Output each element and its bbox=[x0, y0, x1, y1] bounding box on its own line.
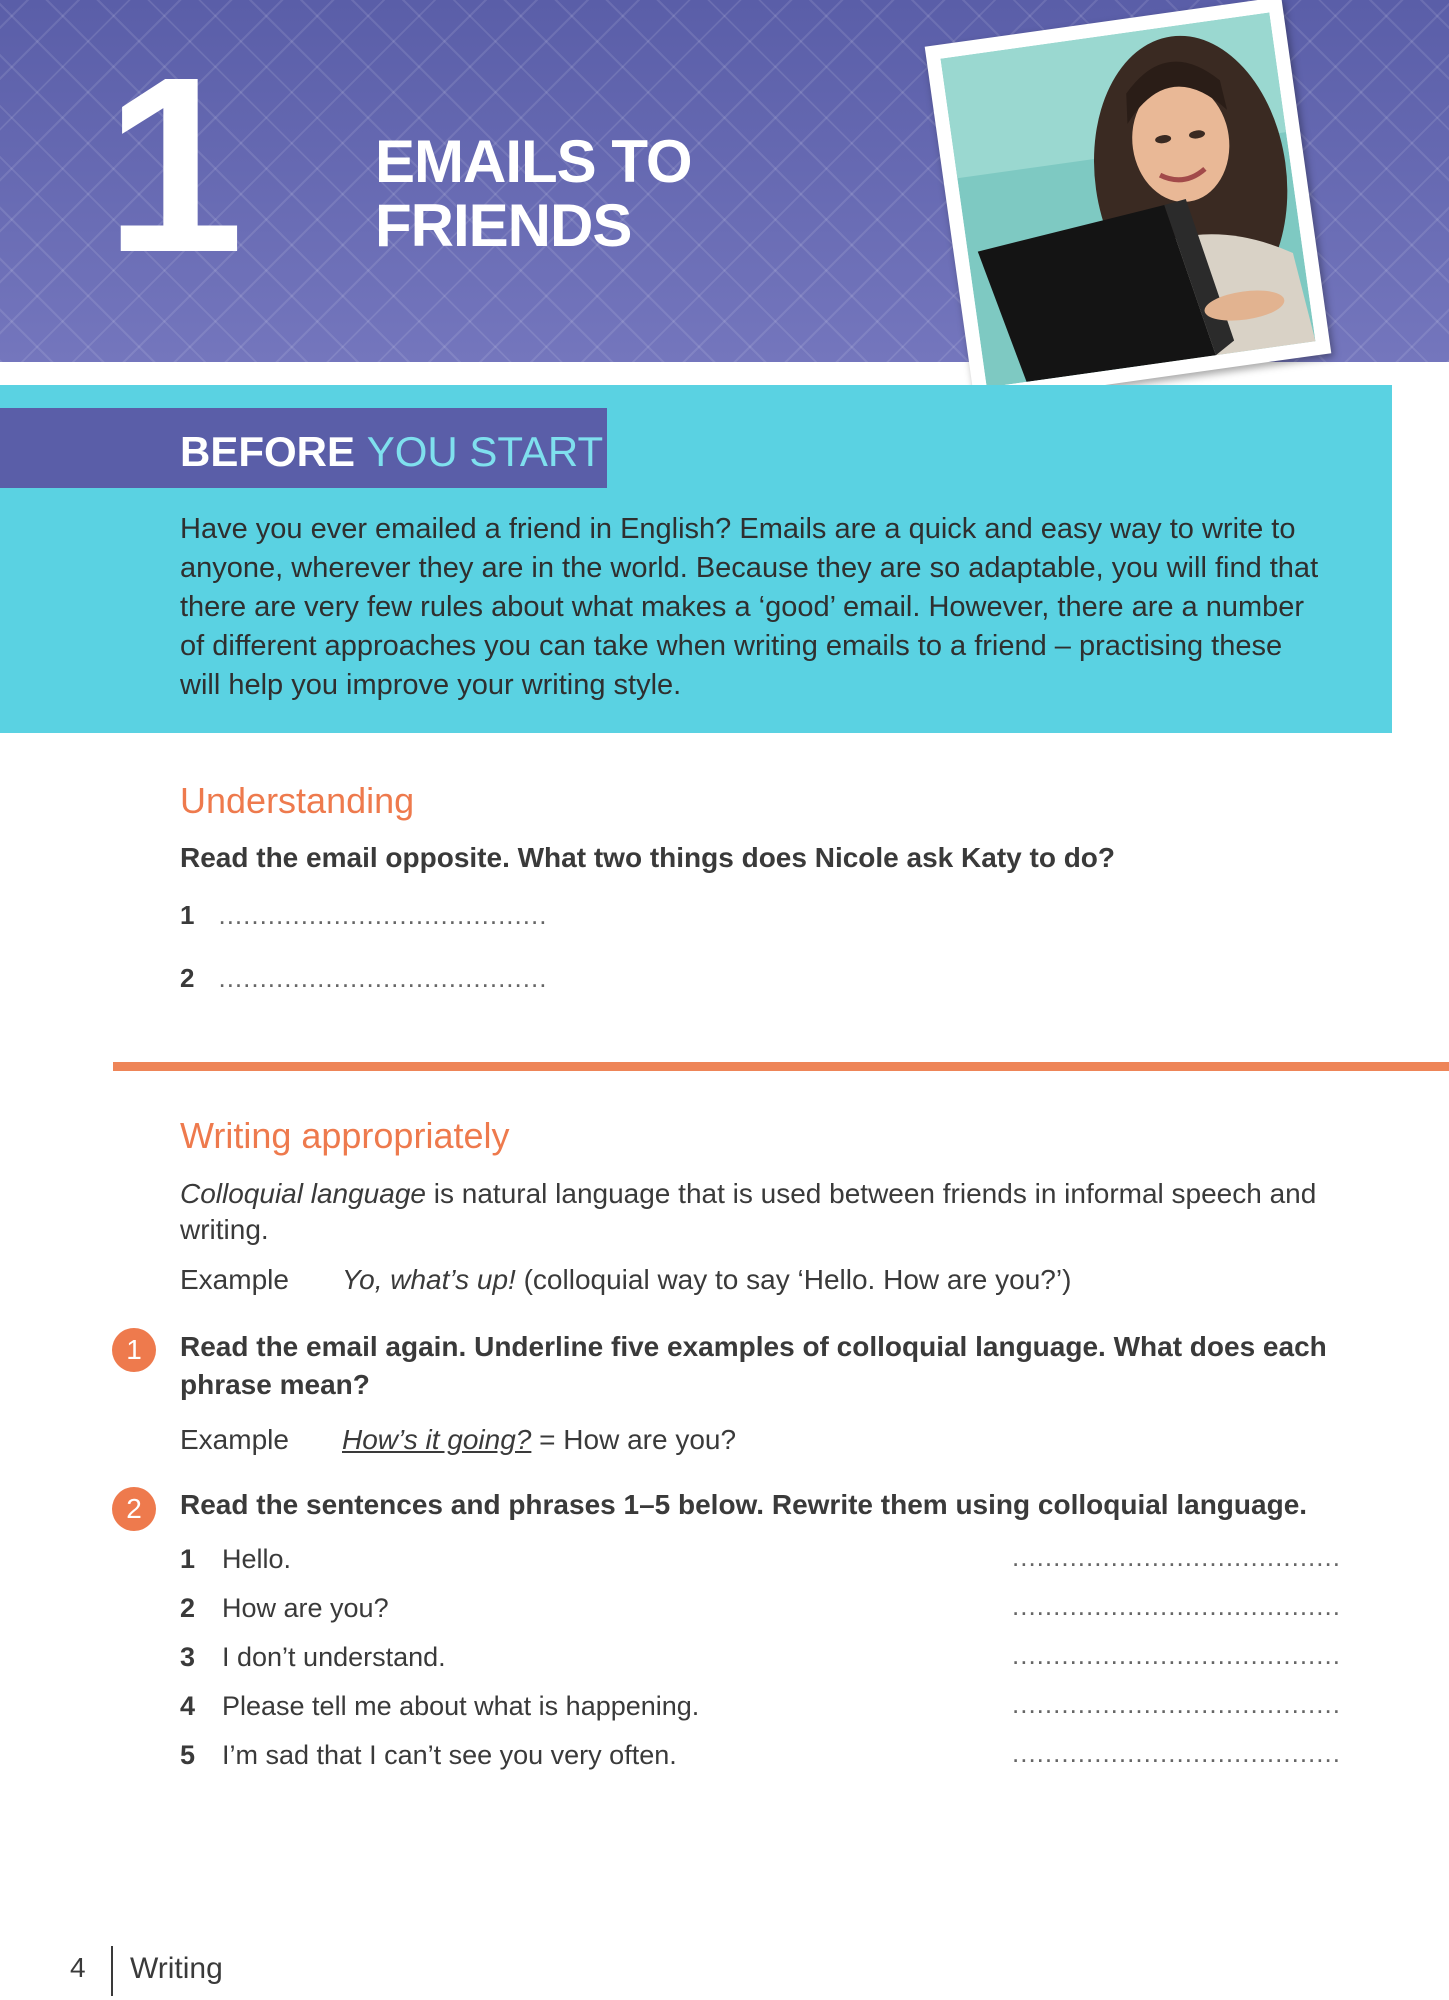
unit-title-line-1: EMAILS TO bbox=[375, 128, 692, 195]
definition-term: Colloquial language bbox=[180, 1178, 426, 1209]
answer-number: 1 bbox=[180, 900, 195, 930]
example-label: Example bbox=[180, 1264, 289, 1295]
woman-laptop-illustration bbox=[941, 13, 1316, 388]
unit-number: 1 bbox=[105, 25, 239, 304]
example-gloss: = How are you? bbox=[531, 1424, 737, 1455]
unit-title bbox=[375, 130, 692, 258]
item-1-answer-blank[interactable]: ........................................ bbox=[1012, 1542, 1341, 1572]
task-number-badge-2: 2 bbox=[112, 1487, 156, 1531]
item-number: 1 bbox=[180, 1544, 196, 1574]
example-row-2 bbox=[180, 1424, 736, 1456]
item-number: 5 bbox=[180, 1740, 196, 1770]
answer-line-2[interactable] bbox=[180, 963, 547, 994]
section-divider bbox=[113, 1062, 1449, 1071]
footer-separator bbox=[111, 1946, 113, 1996]
example-label: Example bbox=[180, 1424, 289, 1455]
answer-number: 2 bbox=[180, 963, 195, 993]
item-3-answer-blank[interactable]: ........................................ bbox=[1012, 1640, 1341, 1670]
understanding-question: Read the email opposite. What two things does Nicole ask Katy to do? bbox=[180, 842, 1116, 873]
writing-appropriately-heading: Writing appropriately bbox=[180, 1115, 510, 1156]
colloquial-definition bbox=[180, 1176, 1380, 1248]
item-5-answer-blank[interactable]: ........................................ bbox=[1012, 1738, 1341, 1768]
example-phrase: How’s it going? bbox=[342, 1424, 532, 1455]
item-number: 3 bbox=[180, 1642, 196, 1672]
before-you-start-heading bbox=[180, 428, 603, 476]
task-2-instruction: Read the sentences and phrases 1–5 below. Rewrite them using colloquial language. bbox=[180, 1489, 1308, 1520]
understanding-heading: Understanding bbox=[180, 780, 415, 821]
woman-laptop-photo bbox=[925, 0, 1332, 403]
example-gloss: (colloquial way to say ‘Hello. How are you?’) bbox=[515, 1264, 1072, 1295]
item-number: 4 bbox=[180, 1691, 196, 1721]
exercise-item-2 bbox=[180, 1593, 389, 1624]
task-number-badge-1: 1 bbox=[112, 1328, 156, 1372]
definition-text: is natural language that is used between friends in informal speech and writing. bbox=[180, 1178, 1317, 1245]
answer-line-1[interactable] bbox=[180, 900, 547, 931]
item-text: Please tell me about what is happening. bbox=[222, 1691, 700, 1721]
task-1-instruction: Read the email again. Underline five examples of colloquial language. What does each phrase mean? bbox=[180, 1331, 1327, 1400]
item-2-answer-blank[interactable]: ........................................ bbox=[1012, 1591, 1341, 1621]
item-text: I’m sad that I can’t see you very often. bbox=[222, 1740, 677, 1770]
item-text: I don’t understand. bbox=[222, 1642, 446, 1672]
unit-title-line-2: FRIENDS bbox=[375, 192, 632, 259]
item-4-answer-blank[interactable]: ........................................ bbox=[1012, 1689, 1341, 1719]
page-number: 4 bbox=[70, 1952, 86, 1983]
item-text: How are you? bbox=[222, 1593, 389, 1623]
exercise-item-5 bbox=[180, 1740, 677, 1771]
footer-section-label: Writing bbox=[130, 1952, 223, 1985]
item-text: Hello. bbox=[222, 1544, 292, 1574]
heading-accent-part: YOU START bbox=[366, 428, 604, 475]
intro-paragraph: Have you ever emailed a friend in English? Emails are a quick and easy way to write to anyone, wherever they are in the world. Because they are so adaptable, you will find that there are very few rules about what makes a ‘good’ email. However, there are a number of different approaches you can take when writing emails to a friend – practising these will help you improve your writing style. bbox=[180, 513, 1319, 701]
answer-blank[interactable]: ........................................ bbox=[218, 900, 548, 930]
example-phrase: Yo, what’s up! bbox=[342, 1264, 516, 1295]
heading-bold-part: BEFORE bbox=[180, 428, 356, 475]
exercise-item-1 bbox=[180, 1544, 291, 1575]
exercise-item-3 bbox=[180, 1642, 446, 1673]
example-row-1 bbox=[180, 1264, 1071, 1296]
exercise-item-4 bbox=[180, 1691, 699, 1722]
item-number: 2 bbox=[180, 1593, 196, 1623]
answer-blank[interactable]: ........................................ bbox=[218, 963, 548, 993]
